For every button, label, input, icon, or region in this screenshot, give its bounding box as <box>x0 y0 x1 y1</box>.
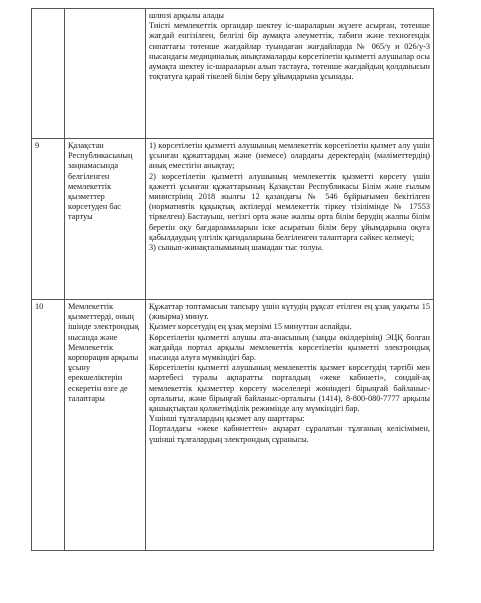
paragraph: Құжаттар топтамасын тапсыру үшін күтудің рұқсат етілген ең ұзақ уақыты 15 (жиырма) минут. <box>149 302 430 322</box>
row-label: Қазақстан Республикасының заңнамасында белгіленген мемлекеттік қызметтер көрсетуден бас тартуы <box>65 139 146 300</box>
table-row <box>32 9 434 139</box>
row-label <box>65 9 146 139</box>
paragraph: 1) көрсетілетін қызметті алушының мемлекеттік көрсетілетін қызмет алу үшін ұсынған құжаттардың және (немесе) олардағы деректердің (мәліметтердің) анық еместігін анықтау; <box>149 141 430 171</box>
paragraph: шлюзі арқылы алады <box>149 11 224 20</box>
row-number: 10 <box>32 300 65 551</box>
table-row <box>32 139 434 300</box>
row-content <box>146 139 434 300</box>
row-number <box>32 9 65 139</box>
paragraph: 2) көрсетілетін қызметті алушының мемлекеттік қызметті көрсету үшін қажетті ұсынған құжаттарының Қазақстан Республикасы Білім және ғылым министрінің 2018 жылғы 12 қазандағы № 546 бұйрығымен бекітілген (нормативтік құқықтық актілерді мемлекеттік тіркеу тізілімінде № 17553 тіркелген) Бастауыш, негізгі орта және жалпы орта білім берудің жалпы білім беретін оқу бағдарламаларын іске асыратын білім беру ұйымдарына оқуға қабылдаудың үлгілік қағидаларына белгіленген талаптарға сәйкес келмеуі; <box>149 171 430 242</box>
row-number: 9 <box>32 139 65 300</box>
row-label: Мемлекеттік қызметтерді, оның ішінде электрондық нысанда және Мемлекеттік корпорация арқылы ұсыну ерекшеліктерін ескеретін өзге де талаптары <box>65 300 146 551</box>
paragraph: Қызмет көрсетудің ең ұзақ мерзімі 15 минуттан аспайды. <box>149 322 352 332</box>
paragraph: Үшінші тұлғалардың қызмет алу шарттары: <box>149 414 305 424</box>
paragraph: Порталдағы «жеке кабинеттен» ақпарат сұралатын тұлғаның келісімімен, үшінші тұлғалардың электрондық сұранысы. <box>149 424 430 444</box>
paragraph: 3) сынып-жинақталымының шамадан тыс толуы. <box>149 243 324 253</box>
paragraph: Көрсетілетін қызметті алушының мемлекеттік қызмет көрсетудің тәртібі мен мәртебесі туралы ақпаратты порталдың «жеке кабинеті», сондай-ақ мемлекеттік қызметтер көрсету мәселелері жөніндегі бірыңғай байланыс-орталығы, және бірыңғай байланыс-орталығы (1414), 8-800-080-7777 арқылы қашықтықтан қолжетімділік режимінде алу мүмкіндігі бар. <box>149 363 430 414</box>
table-row <box>32 300 434 551</box>
row-content <box>146 9 434 139</box>
paragraph: Тиісті мемлекеттік органдар шектеу іс-шараларын жүзеге асырған, төтенше жағдай енгізілген, белгілі бір аумақта әлеуметтік, табиғи және техногендік сипаттағы төтенше жағдайлар туындаған жағдайларда № 065/у и 026/у-3 нысандағы медициналық анықтамаларды көрсетілетін қызметті алушылар осы аумақта шектеу іс-шараларын алып тастауға, төтенше жағдайдың қолданысын тоқтатуға қарай тікелей білім беру ұйымдарына ұсынады. <box>149 21 430 82</box>
paragraph: Көрсетілетін қызметті алушы ата-анасының (заңды өкілдерінің) ЭЦҚ болған жағдайда портал арқылы мемлекеттік көрсетілетін қызметті электрондық нысанда алуға мүмкіндігі бар. <box>149 332 430 363</box>
row-content <box>146 300 434 551</box>
requirements-table <box>31 8 434 551</box>
